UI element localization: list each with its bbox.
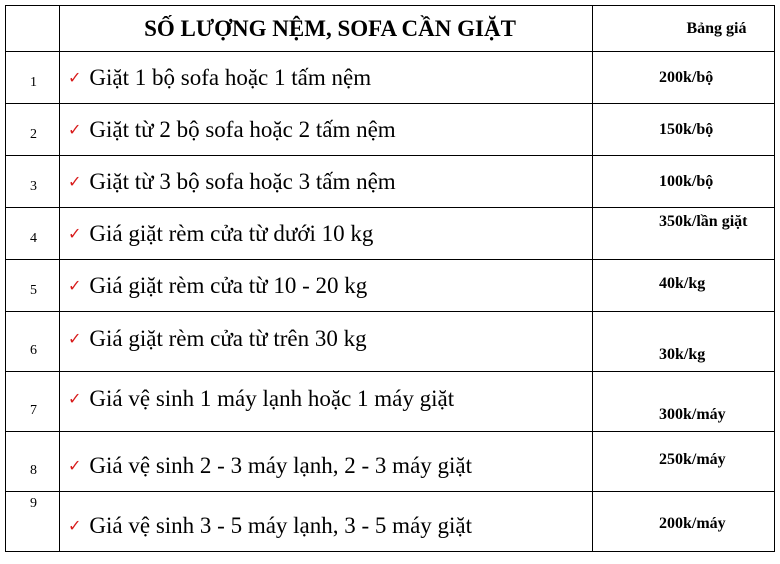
header-num-cell [6,6,60,52]
item-cell [60,372,593,432]
item-label: Giá giặt rèm cửa từ 10 - 20 kg [89,272,368,298]
item-cell [60,208,593,260]
price-cell: 200k/bộ [593,52,775,104]
check-mark-icon: ✓ [68,223,82,243]
item-label: Giặt 1 bộ sofa hoặc 1 tấm nệm [89,64,372,90]
row-number: 2 [6,104,60,156]
price-cell: 250k/máy [593,432,775,492]
header-row [6,6,775,52]
check-mark-icon: ✓ [68,171,82,191]
table-row [6,492,775,552]
item-label: Giá vệ sinh 3 - 5 máy lạnh, 3 - 5 máy giặt [89,512,473,538]
row-number: 1 [6,52,60,104]
price-cell: 350k/lần giặt [593,208,775,260]
row-number: 5 [6,260,60,312]
item-cell [60,104,593,156]
row-number: 9 [6,492,60,552]
item-label: Giá vệ sinh 1 máy lạnh hoặc 1 máy giặt [89,385,455,411]
header-price-cell: Bảng giá [593,6,775,52]
price-cell: 30k/kg [593,312,775,372]
item-cell [60,312,593,372]
item-cell [60,52,593,104]
item-cell [60,432,593,492]
price-cell: 300k/máy [593,372,775,432]
row-number: 6 [6,312,60,372]
item-label: Giá vệ sinh 2 - 3 máy lạnh, 2 - 3 máy giặt [89,452,473,478]
price-cell: 200k/máy [593,492,775,552]
check-mark-icon: ✓ [68,67,82,87]
item-label: Giặt từ 3 bộ sofa hoặc 3 tấm nệm [89,168,396,194]
item-cell [60,492,593,552]
row-number: 8 [6,432,60,492]
price-table [5,5,775,552]
item-label: Giá giặt rèm cửa từ dưới 10 kg [89,220,374,246]
table-row [6,208,775,260]
table-row [6,312,775,372]
table-row [6,156,775,208]
row-number: 7 [6,372,60,432]
table-row [6,260,775,312]
table-row [6,104,775,156]
check-mark-icon: ✓ [68,455,82,475]
check-mark-icon: ✓ [68,388,82,408]
price-cell: 100k/bộ [593,156,775,208]
price-cell: 40k/kg [593,260,775,312]
table-row [6,372,775,432]
header-item-cell: SỐ LƯỢNG NỆM, SOFA CẦN GIẶT [60,6,593,52]
item-label: Giá giặt rèm cửa từ trên 30 kg [89,325,367,351]
price-cell: 150k/bộ [593,104,775,156]
item-label: Giặt từ 2 bộ sofa hoặc 2 tấm nệm [89,116,396,142]
check-mark-icon: ✓ [68,275,82,295]
check-mark-icon: ✓ [68,515,82,535]
item-cell [60,156,593,208]
check-mark-icon: ✓ [68,119,82,139]
table-row [6,52,775,104]
row-number: 3 [6,156,60,208]
table-row [6,432,775,492]
item-cell [60,260,593,312]
row-number: 4 [6,208,60,260]
check-mark-icon: ✓ [68,328,82,348]
